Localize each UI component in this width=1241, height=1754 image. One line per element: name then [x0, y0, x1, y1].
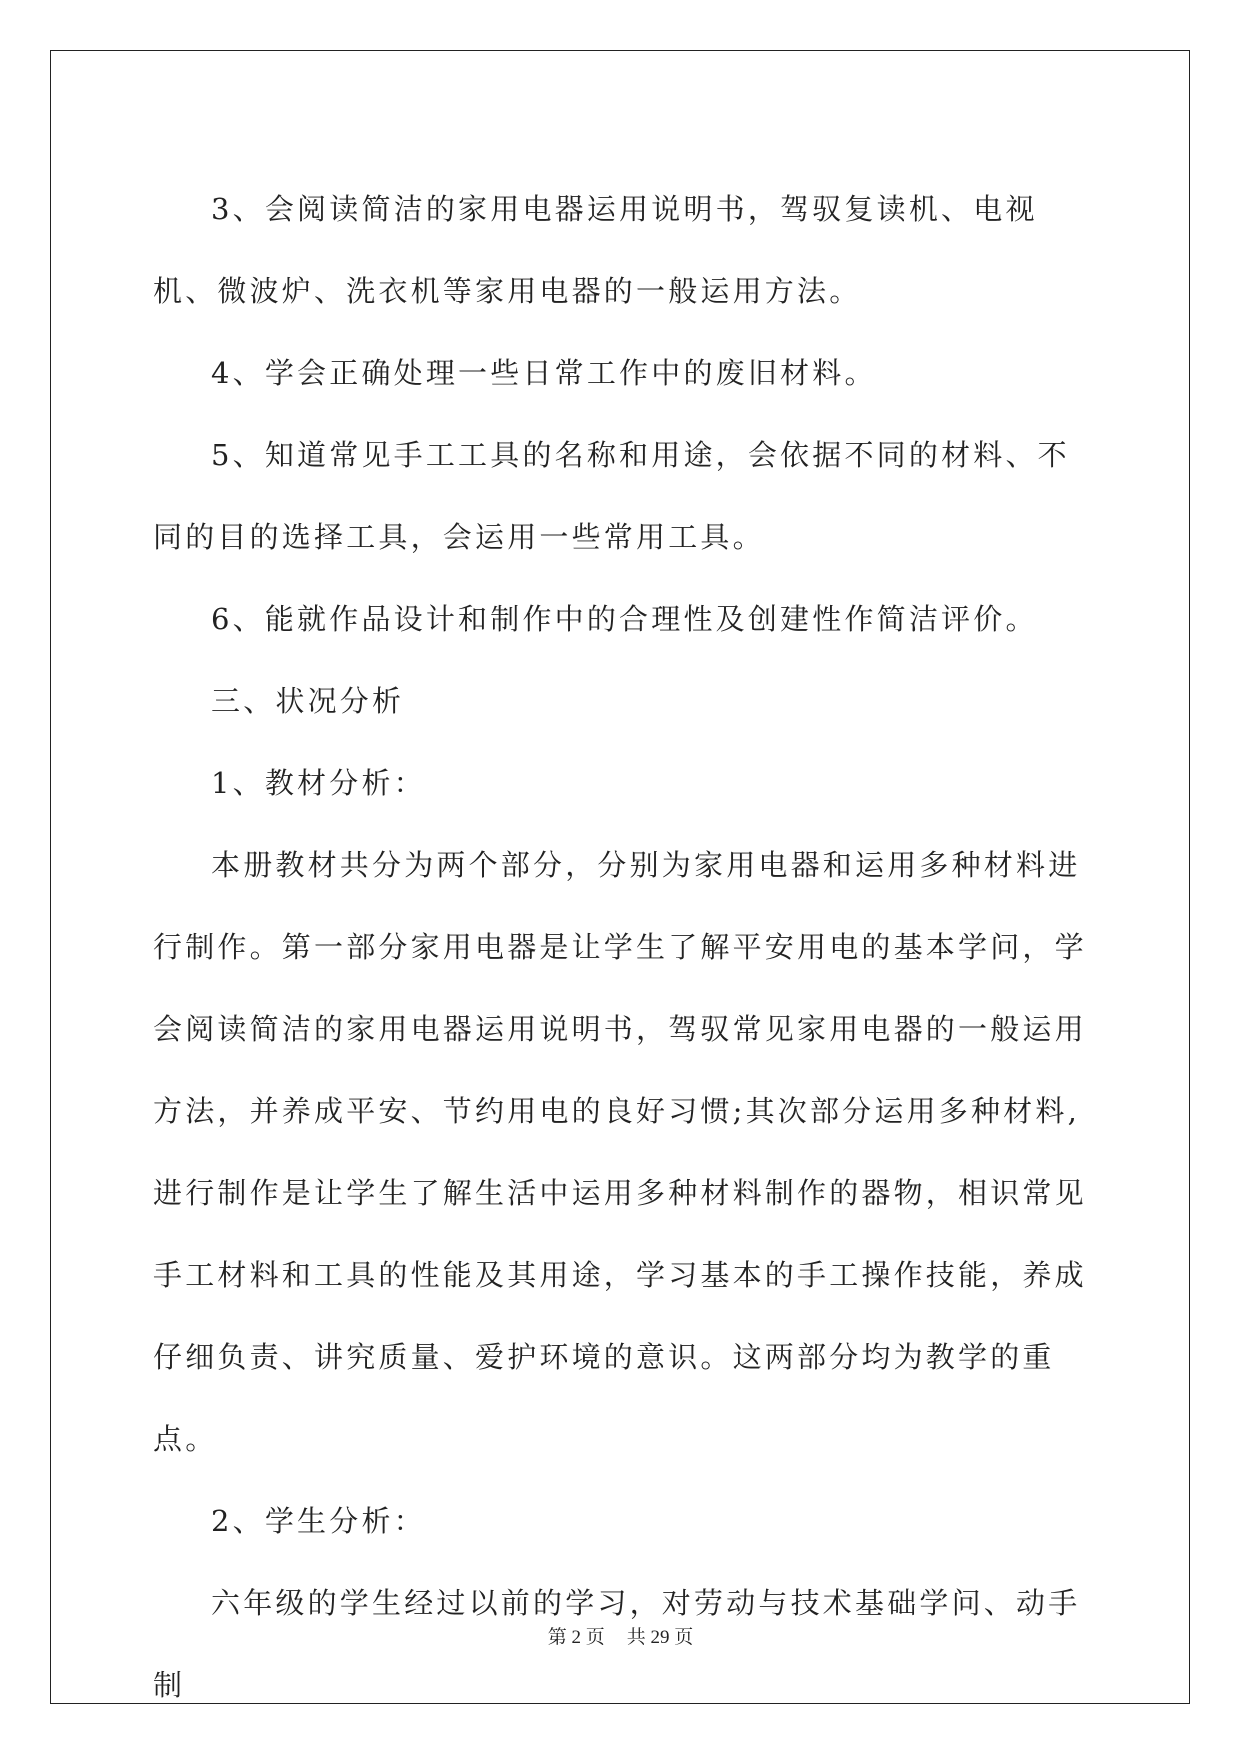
paragraph-item-3: 3、会阅读简洁的家用电器运用说明书，驾驭复读机、电视机、微波炉、洗衣机等家用电器的一般运用方法。 — [153, 192, 1038, 308]
page-total: 共 29 页 — [626, 1627, 694, 1648]
document-body — [153, 168, 1091, 1726]
page-footer — [0, 1622, 1241, 1649]
section-heading-situation-analysis: 三、状况分析 — [211, 684, 405, 718]
paragraph-item-5: 5、知道常见手工工具的名称和用途，会依据不同的材料、不同的目的选择工具，会运用一些常用工具。 — [153, 438, 1070, 554]
page-number: 第 2 页 — [547, 1627, 605, 1648]
subheading-student-analysis: 2、学生分析： — [211, 1504, 426, 1538]
paragraph-item-6: 6、能就作品设计和制作中的合理性及创建性作简洁评价。 — [211, 602, 1038, 636]
paragraph-student-analysis: 六年级的学生经过以前的学习，对劳动与技术基础学问、动手制 — [153, 1586, 1081, 1702]
paragraph-textbook-analysis: 本册教材共分为两个部分，分别为家用电器和运用多种材料进行制作。第一部分家用电器是让学生了解平安用电的基本学问，学会阅读简洁的家用电器运用说明书，驾驭常见家用电器的一般运用方法，并养成平安、节约用电的良好习惯;其次部分运用多种材料,进行制作是让学生了解生活中运用多种材料制作的器物，相识常见手工材料和工具的性能及其用途，学习基本的手工操作技能，养成仔细负责、讲究质量、爱护环境的意识。这两部分均为教学的重点。 — [153, 848, 1087, 1456]
paragraph-item-4: 4、学会正确处理一些日常工作中的废旧材料。 — [211, 356, 877, 390]
subheading-textbook-analysis: 1、教材分析： — [211, 766, 426, 800]
